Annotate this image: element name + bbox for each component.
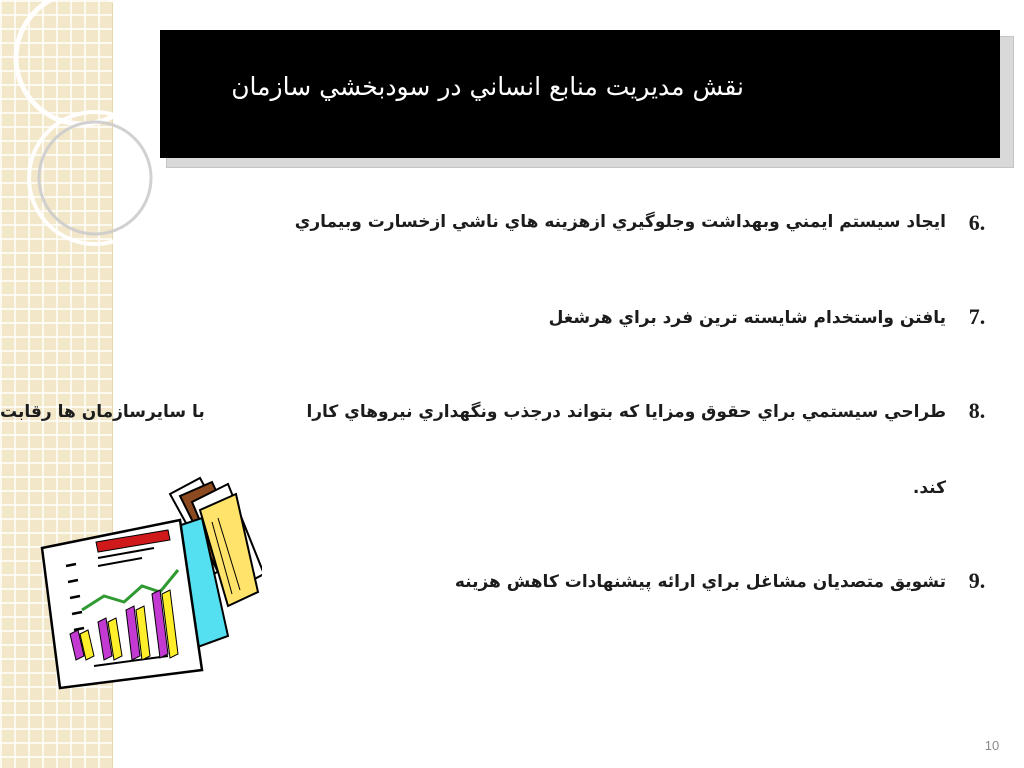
item-text-8: طراحي سيستمي براي حقوق ومزايا كه بتواند درجذب ونگهداري نيروهاي كارا — [306, 402, 946, 422]
decorative-circles — [0, 0, 170, 300]
item-text-9: تشويق متصديان مشاغل براي ارائه پيشنهادات كاهش هزينه — [454, 572, 946, 592]
item-text-6: ايجاد سيستم ايمني وبهداشت وجلوگيري ازهزينه هاي ناشي ازخسارت وبيماري — [294, 212, 946, 232]
item-text-8-overflow: با سايرسازمان ها رقابت — [0, 402, 205, 422]
item-number-6: 6. — [968, 210, 986, 235]
item-text-8-continuation: كند. — [912, 478, 946, 498]
item-number-9: 9. — [968, 568, 986, 593]
item-number-7: 7. — [968, 304, 986, 329]
item-text-7: يافتن واستخدام شايسته ترين فرد براي هرشغل — [548, 308, 946, 328]
page-number: 10 — [984, 738, 1000, 753]
chart-documents-clipart — [32, 474, 262, 694]
item-number-8: 8. — [968, 398, 986, 423]
slide-title: نقش مديريت منابع انساني در سودبخشي سازمان — [231, 72, 744, 101]
